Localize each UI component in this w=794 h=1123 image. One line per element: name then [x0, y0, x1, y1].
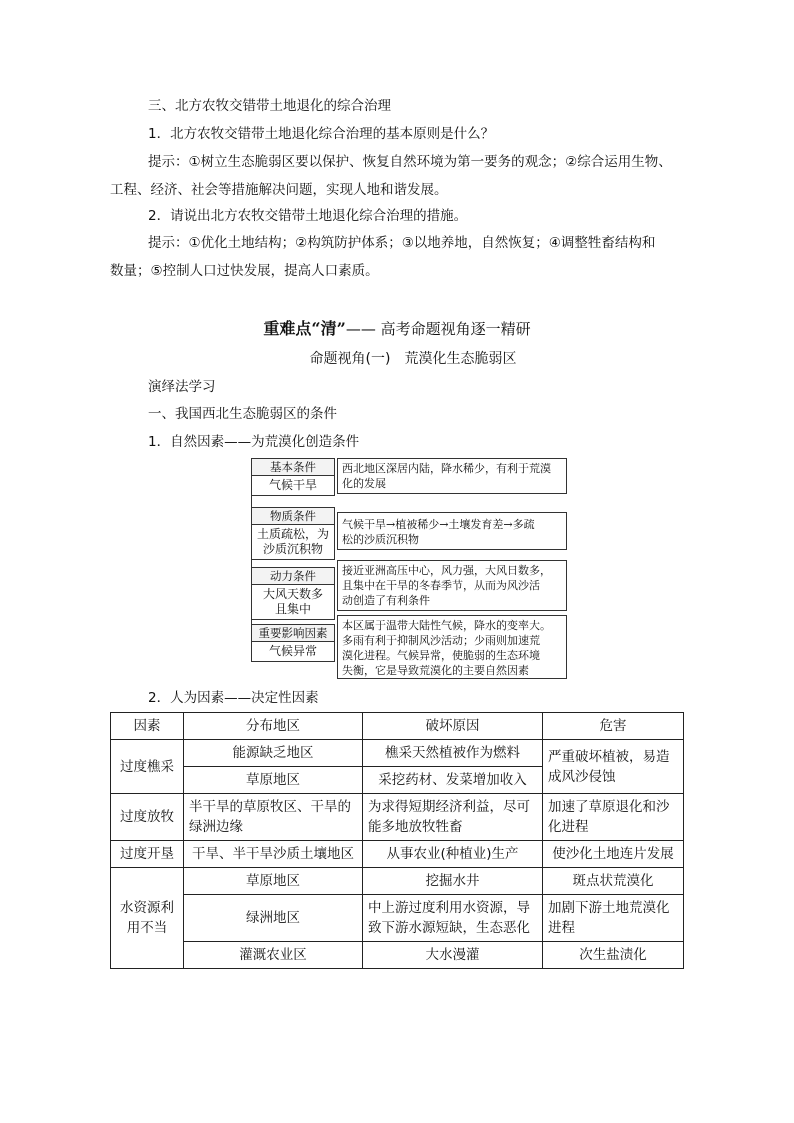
condition-important-body: 气候异常 — [268, 644, 317, 658]
header-harm: 危害 — [543, 713, 684, 740]
key-point-title — [0, 316, 794, 339]
answer-2-line-2: 数量；⑤控制人口过快发展，提高人口素质。 — [110, 263, 379, 279]
cause-cell: 从事农业(种植业)生产 — [363, 841, 543, 868]
table-row — [111, 841, 684, 868]
area-cell: 绿洲地区 — [184, 895, 363, 942]
table-row — [111, 895, 684, 942]
perspective-subtitle: 命题视角(一) 荒漠化生态脆弱区 — [309, 351, 517, 367]
cause-cell: 樵采天然植被作为燃料 — [363, 740, 543, 767]
table-row — [111, 868, 684, 895]
area-cell: 灌溉农业区 — [184, 942, 363, 969]
condition-basic — [251, 458, 335, 496]
cause-cell: 挖掘水井 — [363, 868, 543, 895]
question-1: 1．北方农牧交错带土地退化综合治理的基本原则是什么？ — [148, 126, 495, 142]
human-factors-heading: 2．人为因素——决定性因素 — [148, 690, 319, 706]
condition-dynamic-body: 大风天数多 且集中 — [262, 587, 323, 616]
area-cell: 草原地区 — [184, 868, 363, 895]
header-area: 分布地区 — [184, 713, 363, 740]
condition-material-head: 物质条件 — [252, 508, 334, 525]
factor-water: 水资源利 用不当 — [111, 868, 184, 969]
table-row — [111, 942, 684, 969]
cause-cell: 为求得短期经济利益，尽可 能多地放牧牲畜 — [363, 794, 543, 841]
factor-overgraze: 过度放牧 — [111, 794, 184, 841]
harm-cell: 斑点状荒漠化 — [543, 868, 684, 895]
condition-material-body: 土质疏松，为 沙质沉积物 — [256, 527, 329, 556]
factor-overcut: 过度樵采 — [111, 740, 184, 794]
area-cell: 干旱、半干旱沙质土壤地区 — [184, 841, 363, 868]
area-cell: 能源缺乏地区 — [184, 740, 363, 767]
natural-factors-heading: 1．自然因素——为荒漠化创造条件 — [148, 434, 360, 450]
harm-cell: 加速了草原退化和沙 化进程 — [543, 794, 684, 841]
answer-2-line-1: 提示：①优化土地结构；②构筑防护体系；③以地养地，自然恢复；④调整牲畜结构和 — [148, 235, 656, 251]
header-cause: 破坏原因 — [363, 713, 543, 740]
harm-cell: 严重破坏植被，易造 成风沙侵蚀 — [543, 740, 684, 794]
section-heading: 三、北方农牧交错带土地退化的综合治理 — [148, 98, 391, 114]
human-factors-table — [110, 712, 684, 969]
condition-basic-head: 基本条件 — [252, 459, 334, 476]
question-2: 2．请说出北方农牧交错带土地退化综合治理的措施。 — [148, 208, 468, 224]
key-point-rest: —— 高考命题视角逐一精研 — [345, 320, 531, 338]
table-header-row — [111, 713, 684, 740]
condition-material — [251, 507, 335, 560]
cause-cell: 大水漫灌 — [363, 942, 543, 969]
condition-dynamic-head: 动力条件 — [252, 568, 334, 585]
table-row — [111, 740, 684, 767]
condition-material-desc: 气候干旱→植被稀少→土壤发育差→多疏 松的沙质沉积物 — [337, 512, 567, 550]
answer-1-line-1: 提示：①树立生态脆弱区要以保护、恢复自然环境为第一要务的观念；②综合运用生物、 — [148, 154, 672, 170]
cause-cell: 采挖药材、发菜增加收入 — [363, 767, 543, 794]
condition-important — [251, 624, 335, 662]
condition-dynamic-desc: 接近亚洲高压中心，风力强，大风日数多， 且集中在干旱的冬春季节，从而为风沙活 动创造了有利条件 — [337, 560, 567, 611]
area-cell: 草原地区 — [184, 767, 363, 794]
practice-label: 演绎法学习 — [148, 379, 216, 395]
condition-important-desc: 本区属于温带大陆性气候，降水的变率大。 多雨有利于抑制风沙活动；少雨则加速荒 漠化进程。气候异常，使脆弱的生态环境 失衡，它是导致荒漠化的主要自然因素 — [337, 615, 567, 679]
condition-basic-desc: 西北地区深居内陆，降水稀少，有利于荒漠 化的发展 — [337, 458, 567, 494]
condition-dynamic — [251, 567, 335, 620]
harm-cell: 使沙化土地连片发展 — [543, 841, 684, 868]
factor-overreclaim: 过度开垦 — [111, 841, 184, 868]
area-cell: 半干旱的草原牧区、干旱的 绿洲边缘 — [184, 794, 363, 841]
part1-heading: 一、我国西北生态脆弱区的条件 — [148, 406, 337, 422]
header-factor: 因素 — [111, 713, 184, 740]
condition-important-head: 重要影响因素 — [252, 625, 334, 642]
key-point-bold: 重难点“清” — [263, 319, 346, 338]
harm-cell: 次生盐渍化 — [543, 942, 684, 969]
cause-cell: 中上游过度利用水资源，导 致下游水源短缺，生态恶化 — [363, 895, 543, 942]
condition-basic-body: 气候干旱 — [268, 478, 317, 492]
table-row — [111, 794, 684, 841]
answer-1-line-2: 工程、经济、社会等措施解决问题，实现人地和谐发展。 — [110, 182, 448, 198]
harm-cell: 加剧下游土地荒漠化 进程 — [543, 895, 684, 942]
